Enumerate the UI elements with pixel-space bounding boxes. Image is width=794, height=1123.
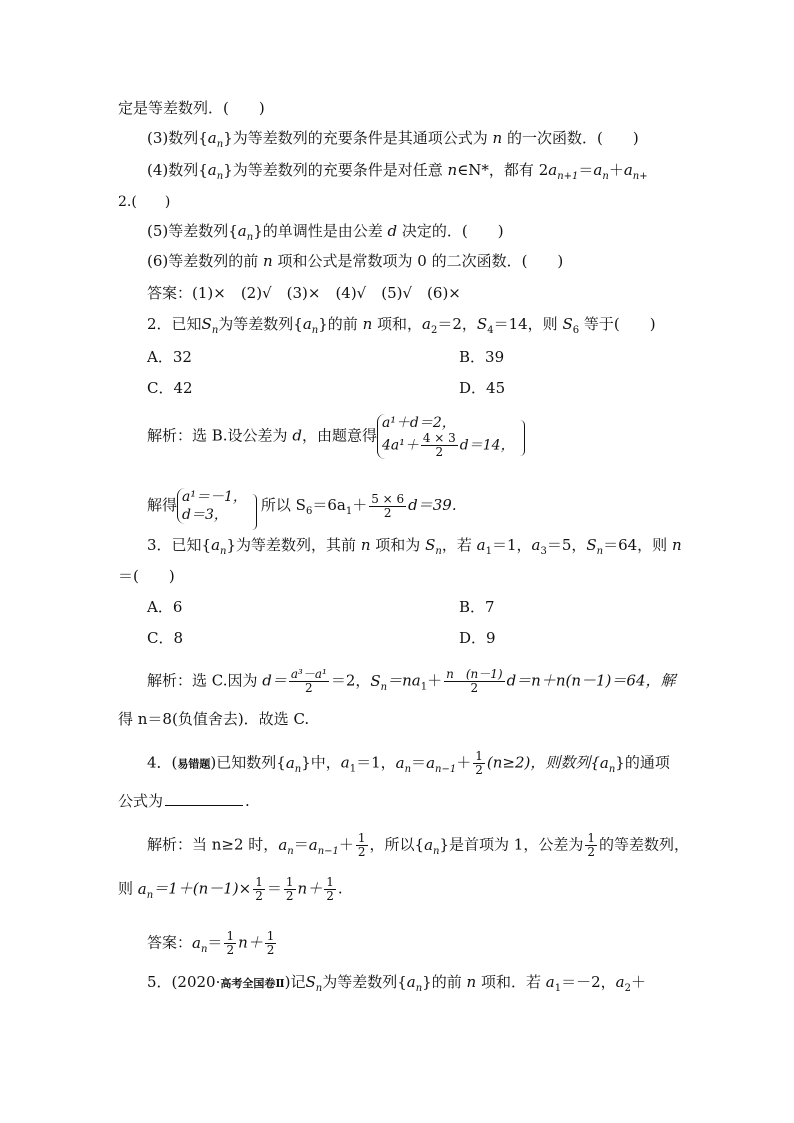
q2-solution: 解析：选 B.设公差为 d，由题意得a¹＋d＝2， 4a¹＋ $\frac{4 \times 3}{2}$ d＝14， [147, 414, 515, 459]
q3-option-a: A．6 [147, 598, 183, 616]
q5-stem: 5．(2020·高考全国卷Ⅱ)记$S_n$为等差数列$\{a_n\}$的前 n 项和．若 $a_1=-2$，$a_2+$ [147, 973, 646, 994]
q2-stem: 2．已知$S_n$为等差数列$\{a_n\}$的前 n 项和，$a_2=2$，$S_4=14$，则 $S_6$ 等于( ) [147, 315, 656, 336]
q4-solution-line2: 则 $a_n=1+(n-1)\times$ $\frac{1}{2}$ ＝ $\frac{1}{2}$ n＋ $\frac{1}{2}$ . [118, 875, 343, 903]
q2-option-a: A．32 [147, 348, 192, 366]
q3-option-c: C．8 [147, 629, 184, 647]
q2-solution-result: 解得 a¹＝－1， d＝3， 所以 $S_6=6a_1+$ $\frac{5 \times 6}{2}$ d＝39. [147, 488, 457, 524]
q1-statement-4: (4)数列$\{a_n\}$为等差数列的充要条件是对任意 n∈N*，都有 $2a_{n+1}=a_n+a_{n+}$ [147, 161, 648, 182]
q2-option-c: C．42 [147, 379, 193, 397]
q1-statement-4-wrap: 2.( ) [118, 194, 171, 210]
q2-option-b: B．39 [459, 348, 505, 366]
q4-stem: 4．(易错题)已知数列$\{a_n\}$中，$a_1=1$，$a_n=a_{n-1}+$ $\frac{1}{2}$ (n≥2)，则数列$\{a_n\}$的通项 [147, 749, 670, 777]
q3-option-b: B．7 [459, 598, 495, 616]
q2-equation-system: a¹＋d＝2， 4a¹＋ $\frac{4 \times 3}{2}$ d＝14， [377, 414, 515, 459]
q3-stem: 3．已知$\{a_n\}$为等差数列，其前 n 项和为 $S_n$，若 $a_1=1$，$a_3=5$，$S_n=64$，则 n [147, 536, 682, 557]
q1-cont-line: 定是等差数列．( ) [118, 99, 265, 117]
q3-solution-end: 得 n＝8(负值舍去)．故选 C. [118, 710, 310, 728]
q4-solution: 解析：当 n≥2 时，$a_n=a_{n-1}+$ $\frac{1}{2}$ ，所以$\{a_n\}$是首项为 1，公差为 $\frac{1}{2}$ 的等差数列， [147, 831, 689, 859]
q4-answer-blank[interactable] [165, 791, 243, 806]
q1-answer: 答案：(1)× (2)√ (3)× (4)√ (5)√ (6)× [147, 284, 461, 302]
q1-statement-6: (6)等差数列的前 n 项和公式是常数项为 0 的二次函数．( ) [147, 252, 564, 270]
q2-option-d: D．45 [459, 379, 506, 397]
q1-statement-5: (5)等差数列$\{a_n\}$的单调性是由公差 d 决定的．( ) [147, 222, 504, 243]
q3-solution: 解析：选 C.因为 d＝ $\frac{\text{a³－a¹}}{2}$ ＝2，$S_n=na_1+$ $\frac{n (n-1)}{2}$ d＝n＋n(n－1)＝64，解 [147, 667, 676, 695]
q4-answer: 答案：$a_n=$ $\frac{1}{2}$ n＋ $\frac{1}{2}$ [147, 929, 275, 957]
q3-option-d: D．9 [459, 629, 496, 647]
q3-stem-wrap: ＝( ) [118, 567, 175, 585]
q1-statement-3: (3)数列$\{a_n\}$为等差数列的充要条件是其通项公式为 n 的一次函数．( ) [147, 129, 639, 150]
q4-stem-wrap: 公式为 . [118, 792, 250, 810]
